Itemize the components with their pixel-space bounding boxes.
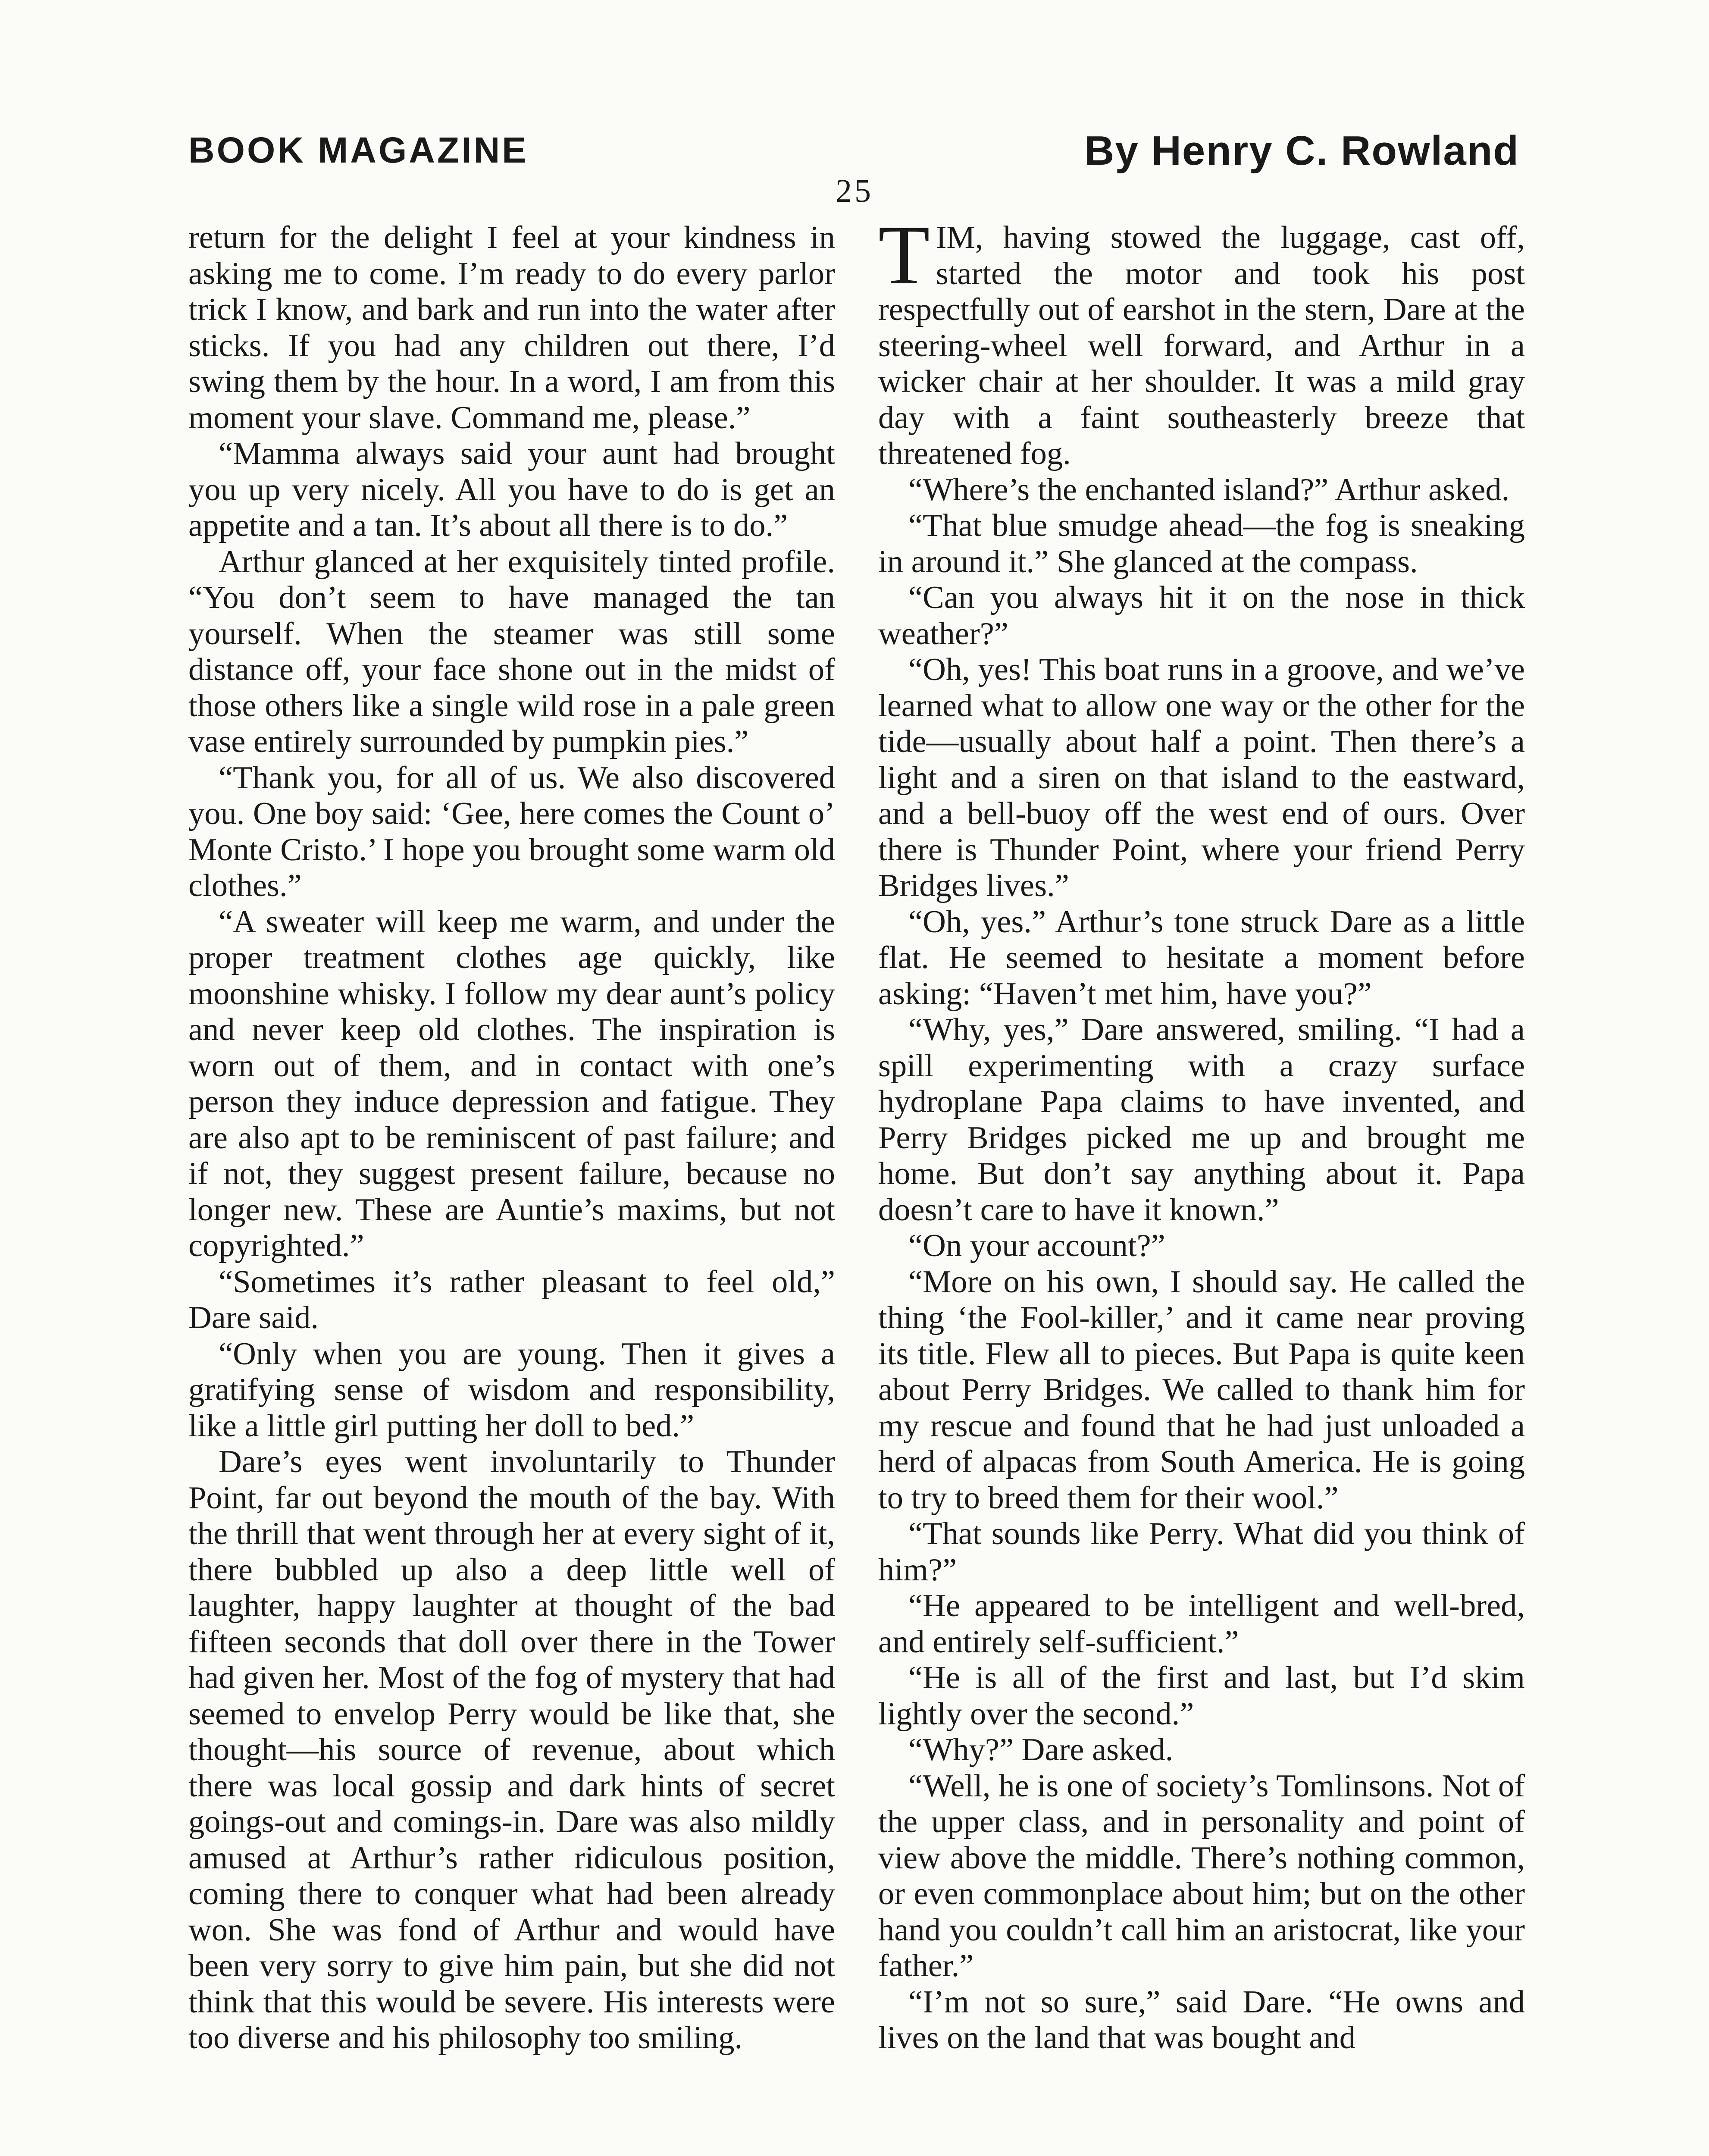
page-number: 25 [836,173,873,209]
paragraph: “That sounds like Perry. What did you think of him?” [878,1516,1525,1588]
author-byline: By Henry C. Rowland [1084,128,1519,174]
paragraph: “Thank you, for all of us. We also discovered you. One boy said: ‘Gee, here comes the Count o’ Monte Cristo.’ I hope you brought some warm old clothes.” [188,760,835,903]
opening-paragraph [878,220,1525,472]
left-text-column [188,220,835,2156]
paragraph: return for the delight I feel at your kindness in asking me to come. I’m ready to do every parlor trick I know, and bark and run into the water after sticks. If you had any children out there, I’d swing them by the hour. In a word, I am from this moment your slave. Command me, please.” [188,220,835,436]
opening-paragraph-text: IM, having stowed the luggage, cast off, started the motor and took his post respectfully out of earshot in the stern, Dare at the steering-wheel well forward, and Arthur in a wicker chair at her shoulder. It was a mild gray day with a faint southeasterly breeze that threatened fog. [878,220,1525,471]
paragraph: “Only when you are young. Then it gives a gratifying sense of wisdom and responsibility, like a little girl putting her doll to bed.” [188,1336,835,1444]
right-text-column [878,220,1525,2156]
paragraph: “That blue smudge ahead—the fog is sneaking in around it.” She glanced at the compass. [878,508,1525,580]
paragraph: “I’m not so sure,” said Dare. “He owns and lives on the land that was bought and [878,1984,1525,2056]
paragraph: “Why, yes,” Dare answered, smiling. “I had a spill experimenting with a crazy surface hydroplane Papa claims to have invented, and Perry Bridges picked me up and brought me home. But don’t say anything about it. Papa doesn’t care to have it known.” [878,1012,1525,1228]
paragraph: “A sweater will keep me warm, and under the proper treatment clothes age quickly, like moonshine whisky. I follow my dear aunt’s policy and never keep old clothes. The inspiration is worn out of them, and in contact with one’s person they induce depression and fatigue. They are also apt to be reminiscent of past failure; and if not, they suggest present failure, because no longer new. These are Auntie’s maxims, but not copyrighted.” [188,904,835,1263]
paragraph: “He appeared to be intelligent and well-bred, and entirely self-sufficient.” [878,1588,1525,1660]
paragraph: “Can you always hit it on the nose in thick weather?” [878,580,1525,652]
paragraph: “Mamma always said your aunt had brought you up very nicely. All you have to do is get an appetite and a tan. It’s about all there is to do.” [188,436,835,543]
paragraph: “Well, he is one of society’s Tomlinsons. Not of the upper class, and in personality and point of view above the middle. There’s nothing common, or even commonplace about him; but on the other hand you couldn’t call him an aristocrat, like your father.” [878,1768,1525,1984]
drop-cap: T [878,220,930,302]
paragraph: “He is all of the first and last, but I’d skim lightly over the second.” [878,1660,1525,1732]
paragraph: “Oh, yes! This boat runs in a groove, and we’ve learned what to allow one way or the other for the tide—usually about half a point. Then there’s a light and a siren on that island to the eastward, and a bell-buoy off the west end of ours. Over there is Thunder Point, where your friend Perry Bridges lives.” [878,652,1525,903]
paragraph: Arthur glanced at her exquisitely tinted profile. “You don’t seem to have managed the tan yourself. When the steamer was still some distance off, your face shone out in the midst of those others like a single wild rose in a pale green vase entirely surrounded by pumpkin pies.” [188,544,835,759]
paragraph: “Sometimes it’s rather pleasant to feel old,” Dare said. [188,1264,835,1335]
paragraph: Dare’s eyes went involuntarily to Thunder Point, far out beyond the mouth of the bay. With the thrill that went through her at every sight of it, there bubbled up also a deep little well of laughter, happy laughter at thought of the bad fifteen seconds that doll over there in the Tower had given her. Most of the fog of mystery that had seemed to envelop Perry would be like that, she thought—his source of revenue, about which there was local gossip and dark hints of secret goings-out and comings-in. Dare was also mildly amused at Arthur’s rather ridiculous position, coming there to conquer what had been already won. She was fond of Arthur and would have been very sorry to give him pain, but she did not think that this would be severe. His interests were too diverse and his philosophy too smiling. [188,1444,835,2056]
paragraph: “On your account?” [908,1228,1165,1263]
magazine-title: BOOK MAGAZINE [188,130,529,170]
paragraph: “Oh, yes.” Arthur’s tone struck Dare as a little flat. He seemed to hesitate a moment before asking: “Haven’t met him, have you?” [878,904,1525,1012]
paragraph: “Why?” Dare asked. [908,1732,1174,1767]
paragraph: “Where’s the enchanted island?” Arthur asked. [908,472,1510,508]
paragraph: “More on his own, I should say. He called the thing ‘the Fool-killer,’ and it came near proving its title. Flew all to pieces. But Papa is quite keen about Perry Bridges. We called to thank him for my rescue and found that he had just unloaded a herd of alpacas from South America. He is going to try to breed them for their wool.” [878,1264,1525,1516]
